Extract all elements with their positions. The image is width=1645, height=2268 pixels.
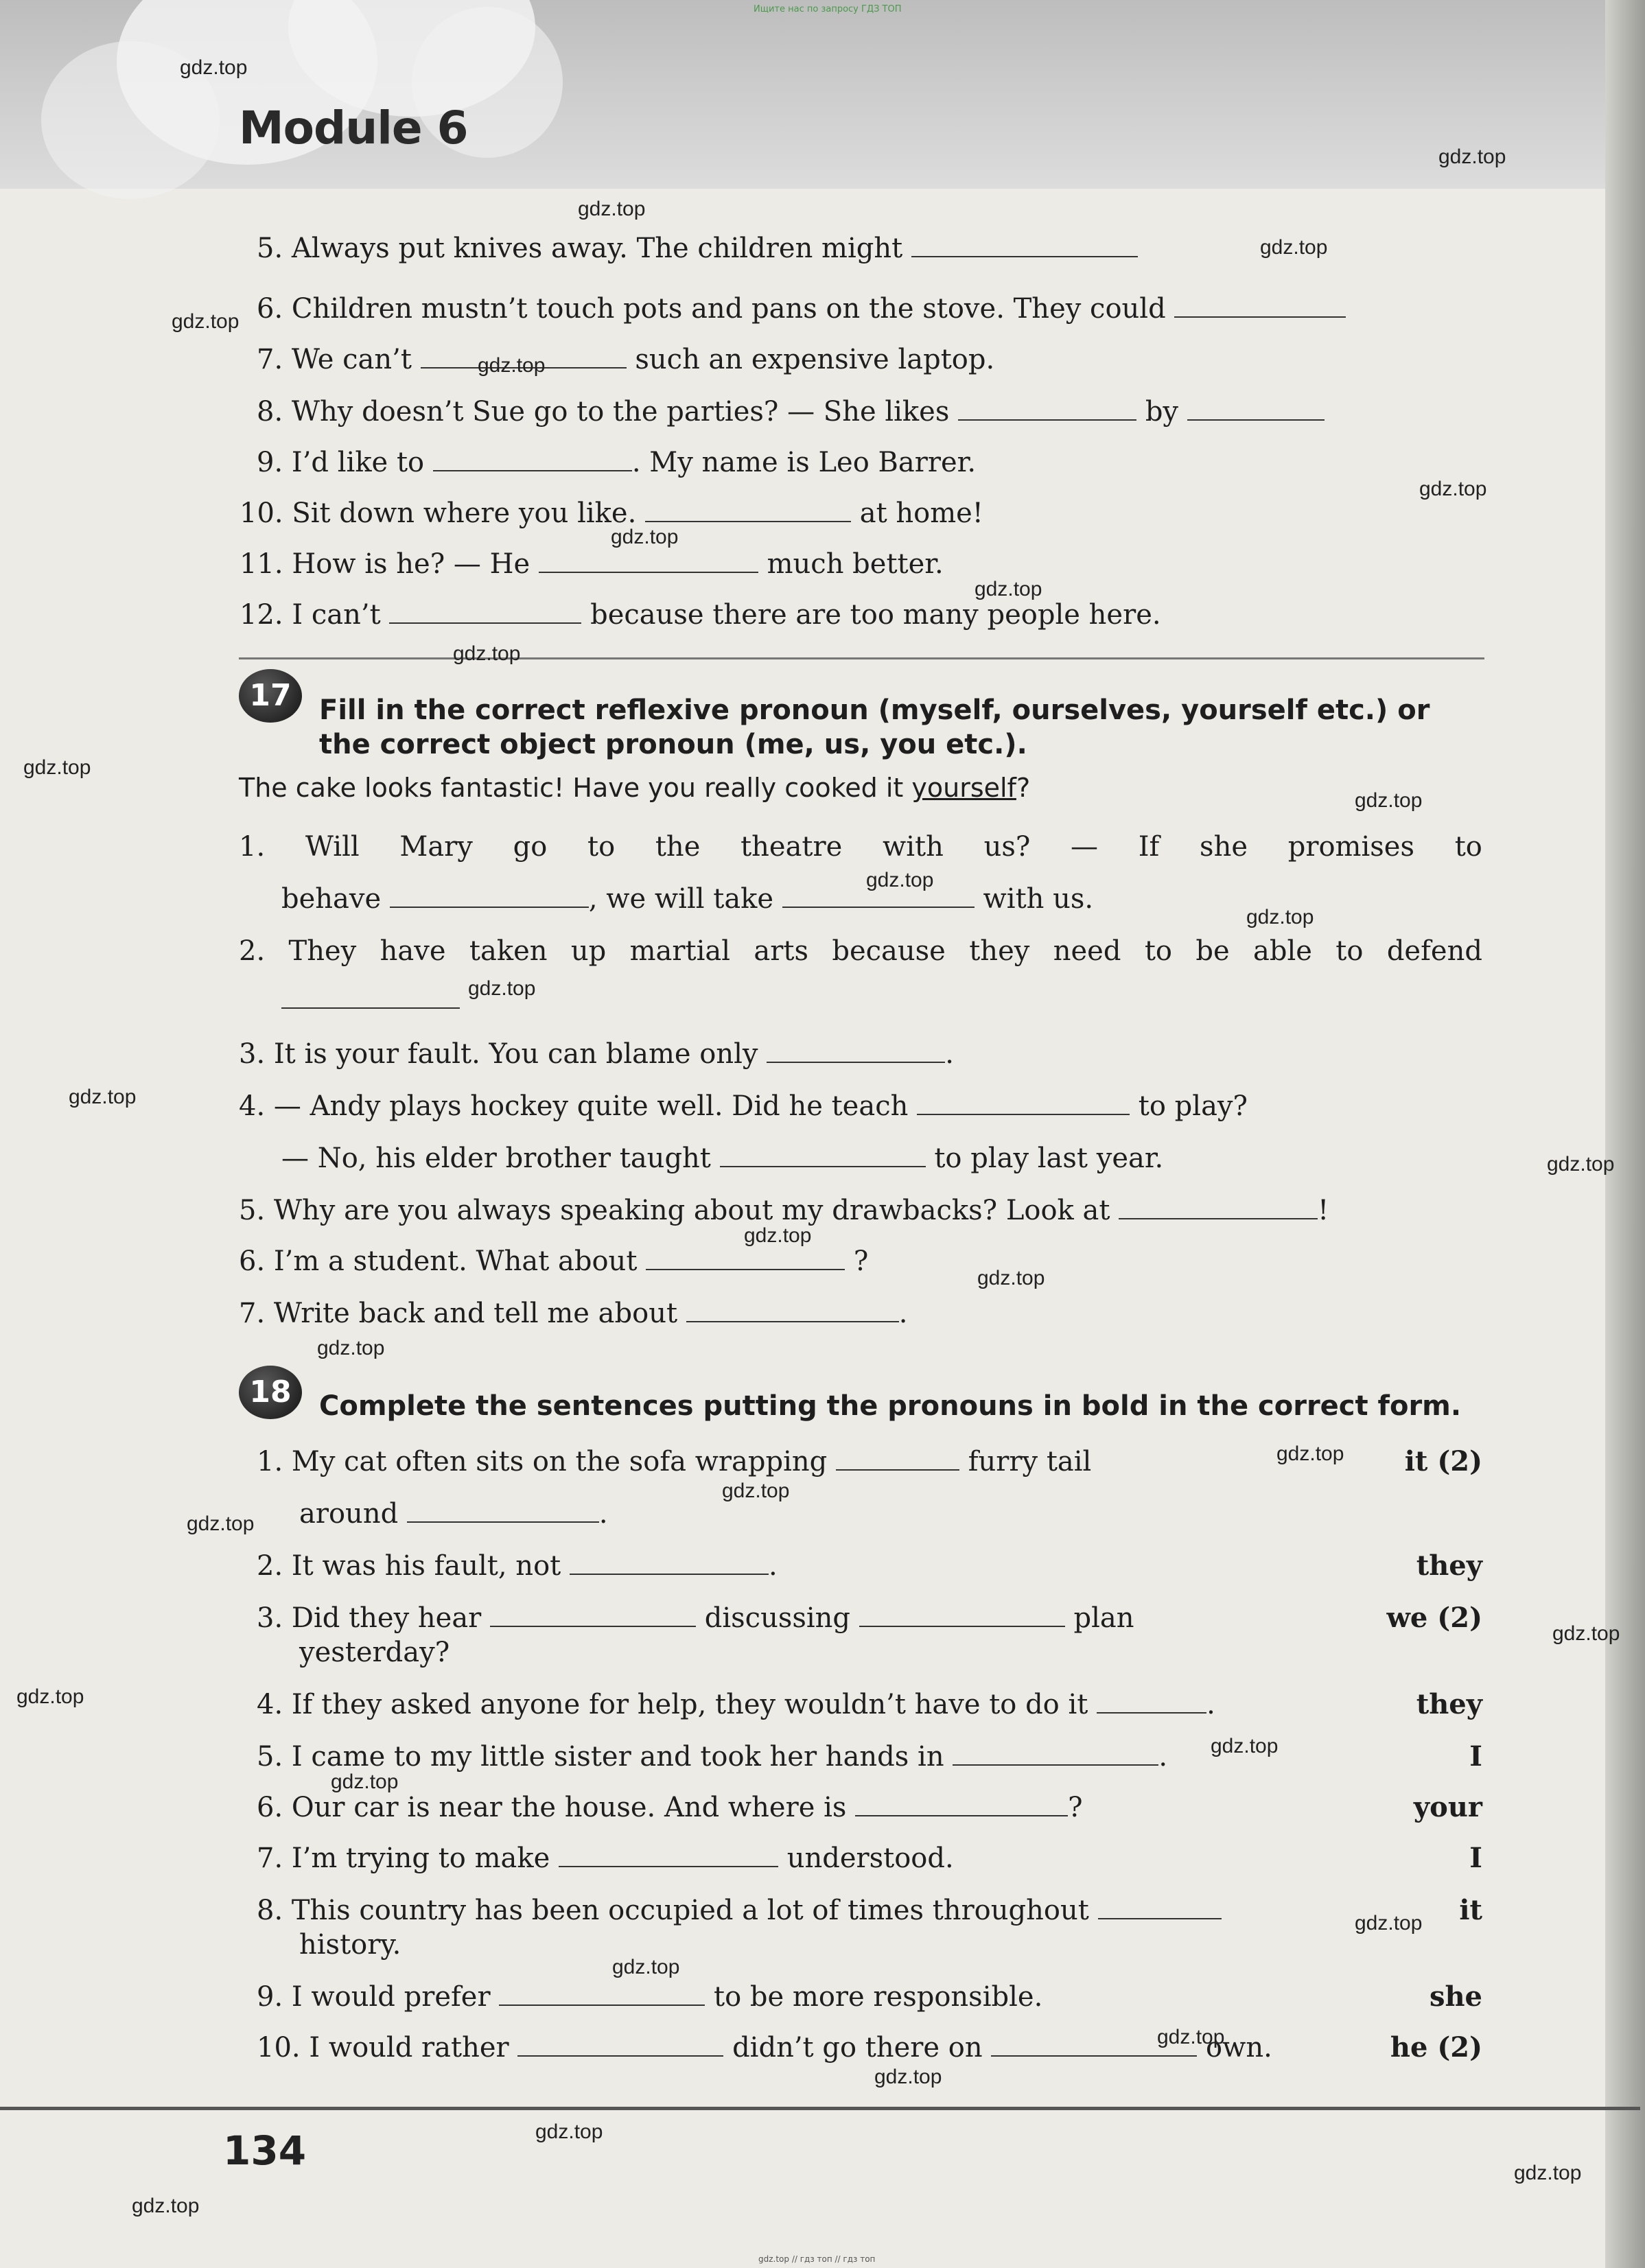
page-number: 134	[223, 2127, 307, 2174]
watermark: gdz.top	[69, 1086, 137, 1108]
word: because	[832, 935, 946, 967]
s16-item-5: 5. Always put knives away. The children might	[257, 232, 1138, 265]
watermark: gdz.top	[180, 56, 248, 79]
ex18-item-7: 7. I’m trying to make understood. I	[257, 1842, 1482, 1874]
word: to	[587, 831, 616, 863]
s16-item-6: 6. Children mustn’t touch pots and pans on the stove. They could	[257, 292, 1346, 325]
word: 1.	[239, 831, 266, 863]
word: go	[513, 831, 548, 863]
ex18-item-5: 5. I came to my little sister and took her hands in . I	[257, 1740, 1482, 1773]
word: up	[570, 935, 607, 967]
word: they	[969, 935, 1030, 967]
watermark: gdz.top	[1552, 1622, 1620, 1645]
watermark: gdz.top	[187, 1512, 255, 1535]
watermark: gdz.top	[975, 578, 1042, 600]
ex17-item-2-blank	[281, 1007, 460, 1009]
ex17-item-1-line1	[239, 830, 1482, 863]
watermark: gdz.top	[1355, 1912, 1423, 1934]
footer-rule	[0, 2107, 1640, 2110]
word: Will	[305, 831, 360, 863]
watermark: gdz.top	[1246, 906, 1314, 928]
ex17-item-4a: 4. — Andy plays hockey quite well. Did he teach to play?	[239, 1090, 1248, 1122]
word: be	[1195, 935, 1230, 967]
watermark: gdz.top	[722, 1480, 790, 1502]
watermark: gdz.top	[611, 526, 679, 548]
watermark: gdz.top	[468, 977, 536, 1000]
ex18-item-10: 10. I would rather didn’t go there on own. he (2)	[257, 2031, 1482, 2064]
watermark: gdz.top	[317, 1337, 385, 1359]
watermark: gdz.top	[172, 310, 240, 333]
word: —	[1071, 831, 1099, 863]
watermark: gdz.top	[866, 869, 934, 891]
watermark: gdz.top	[478, 354, 546, 377]
ex18-item-1-hint: it (2)	[1404, 1445, 1482, 1477]
watermark: gdz.top	[23, 756, 91, 779]
ex18-item-8: 8. This country has been occupied a lot of times throughout it	[257, 1894, 1482, 1926]
ex18-item-1b: around .	[299, 1498, 608, 1530]
ex18-item-8b: history.	[299, 1929, 401, 1961]
word: They	[288, 935, 357, 967]
ex18-item-1: 1. My cat often sits on the sofa wrapping furry tail it (2)	[257, 1445, 1482, 1477]
top-search-tag: Ищите нас по запросу ГДЗ ТОП	[754, 4, 902, 14]
word: theatre	[740, 831, 843, 863]
book-spine-shadow	[1605, 0, 1645, 2268]
watermark: gdz.top	[1157, 2026, 1225, 2048]
ex17-item-7: 7. Write back and tell me about .	[239, 1298, 908, 1329]
watermark: gdz.top	[612, 1956, 680, 1978]
word: Mary	[399, 831, 473, 863]
s16-item-10: 10. Sit down where you like. at home!	[240, 498, 983, 529]
word: taken	[469, 935, 548, 967]
ex18-item-4: 4. If they asked anyone for help, they wouldn’t have to do it . they	[257, 1688, 1482, 1720]
module-title: Module 6	[239, 102, 468, 154]
ex18-item-3b: yesterday?	[299, 1637, 450, 1668]
word: promises	[1287, 831, 1414, 863]
exercise-17-number: 17	[239, 669, 302, 723]
word: able	[1253, 935, 1312, 967]
watermark: gdz.top	[874, 2066, 942, 2088]
watermark: gdz.top	[535, 2120, 603, 2143]
word: with	[883, 831, 944, 863]
ex18-item-2: 2. It was his fault, not . they	[257, 1550, 1482, 1582]
word: have	[380, 935, 446, 967]
watermark: gdz.top	[453, 642, 521, 665]
s16-item-9: 9. I’d like to . My name is Leo Barrer.	[257, 447, 977, 478]
watermark: gdz.top	[331, 1770, 399, 1793]
word: arts	[754, 935, 808, 967]
watermark: gdz.top	[1355, 789, 1423, 812]
watermark: gdz.top	[1438, 145, 1506, 168]
word: the	[655, 831, 701, 863]
word: to	[1144, 935, 1172, 967]
word: 2.	[239, 935, 266, 967]
watermark: gdz.top	[1276, 1442, 1344, 1465]
s16-item-8: 8. Why doesn’t Sue go to the parties? — She likes by	[257, 395, 1325, 428]
exercise-18-number: 18	[239, 1366, 302, 1419]
word: she	[1200, 831, 1248, 863]
exercise-17-example: The cake looks fantastic! Have you really cooked it yourself?	[239, 773, 1031, 803]
ex17-item-1-line2: behave , we will take with us.	[281, 883, 1094, 915]
watermark: gdz.top	[1547, 1153, 1615, 1176]
ex18-item-3: 3. Did they hear discussing plan we (2)	[257, 1602, 1482, 1634]
word: martial	[629, 935, 731, 967]
ex17-item-4b: — No, his elder brother taught to play last year.	[281, 1143, 1164, 1174]
s16-item-11: 11. How is he? — He much better.	[240, 548, 944, 580]
ex17-item-3: 3. It is your fault. You can blame only .	[239, 1038, 954, 1070]
ex17-item-6: 6. I’m a student. What about ?	[239, 1246, 869, 1277]
exercise-18-instruction: Complete the sentences putting the pronouns in bold in the correct form.	[319, 1390, 1462, 1422]
watermark: gdz.top	[1260, 236, 1328, 259]
s16-item-7: 7. We can’t such an expensive laptop.	[257, 344, 995, 375]
watermark: gdz.top	[16, 1685, 84, 1708]
watermark: gdz.top	[1514, 2162, 1582, 2184]
ex18-item-6: 6. Our car is near the house. And where is ? your	[257, 1791, 1482, 1823]
header-banner	[0, 0, 1645, 189]
watermark: gdz.top	[744, 1224, 812, 1247]
ex17-item-2-line1	[239, 935, 1482, 968]
watermark: gdz.top	[132, 2195, 200, 2217]
watermark: gdz.top	[1419, 478, 1487, 500]
watermark: gdz.top	[977, 1267, 1045, 1289]
watermark: gdz.top	[578, 198, 646, 220]
watermark: gdz.top	[1211, 1735, 1279, 1757]
ex17-item-5: 5. Why are you always speaking about my drawbacks? Look at !	[239, 1195, 1329, 1226]
word: us?	[983, 831, 1031, 863]
word: defend	[1386, 935, 1482, 967]
word: If	[1138, 831, 1160, 863]
exercise-17-instruction: Fill in the correct reflexive pronoun (myself, ourselves, yourself etc.) or the correct object pronoun (me, us, you etc.).	[319, 694, 1430, 760]
s16-item-12: 12. I can’t because there are too many people here.	[240, 599, 1161, 631]
word: to	[1454, 831, 1482, 863]
ex18-item-9: 9. I would prefer to be more responsible. she	[257, 1980, 1482, 2013]
word: need	[1053, 935, 1121, 967]
footer-tag: gdz.top // гдз топ // гдз топ	[758, 2254, 876, 2264]
divider	[239, 657, 1484, 659]
word: to	[1335, 935, 1364, 967]
